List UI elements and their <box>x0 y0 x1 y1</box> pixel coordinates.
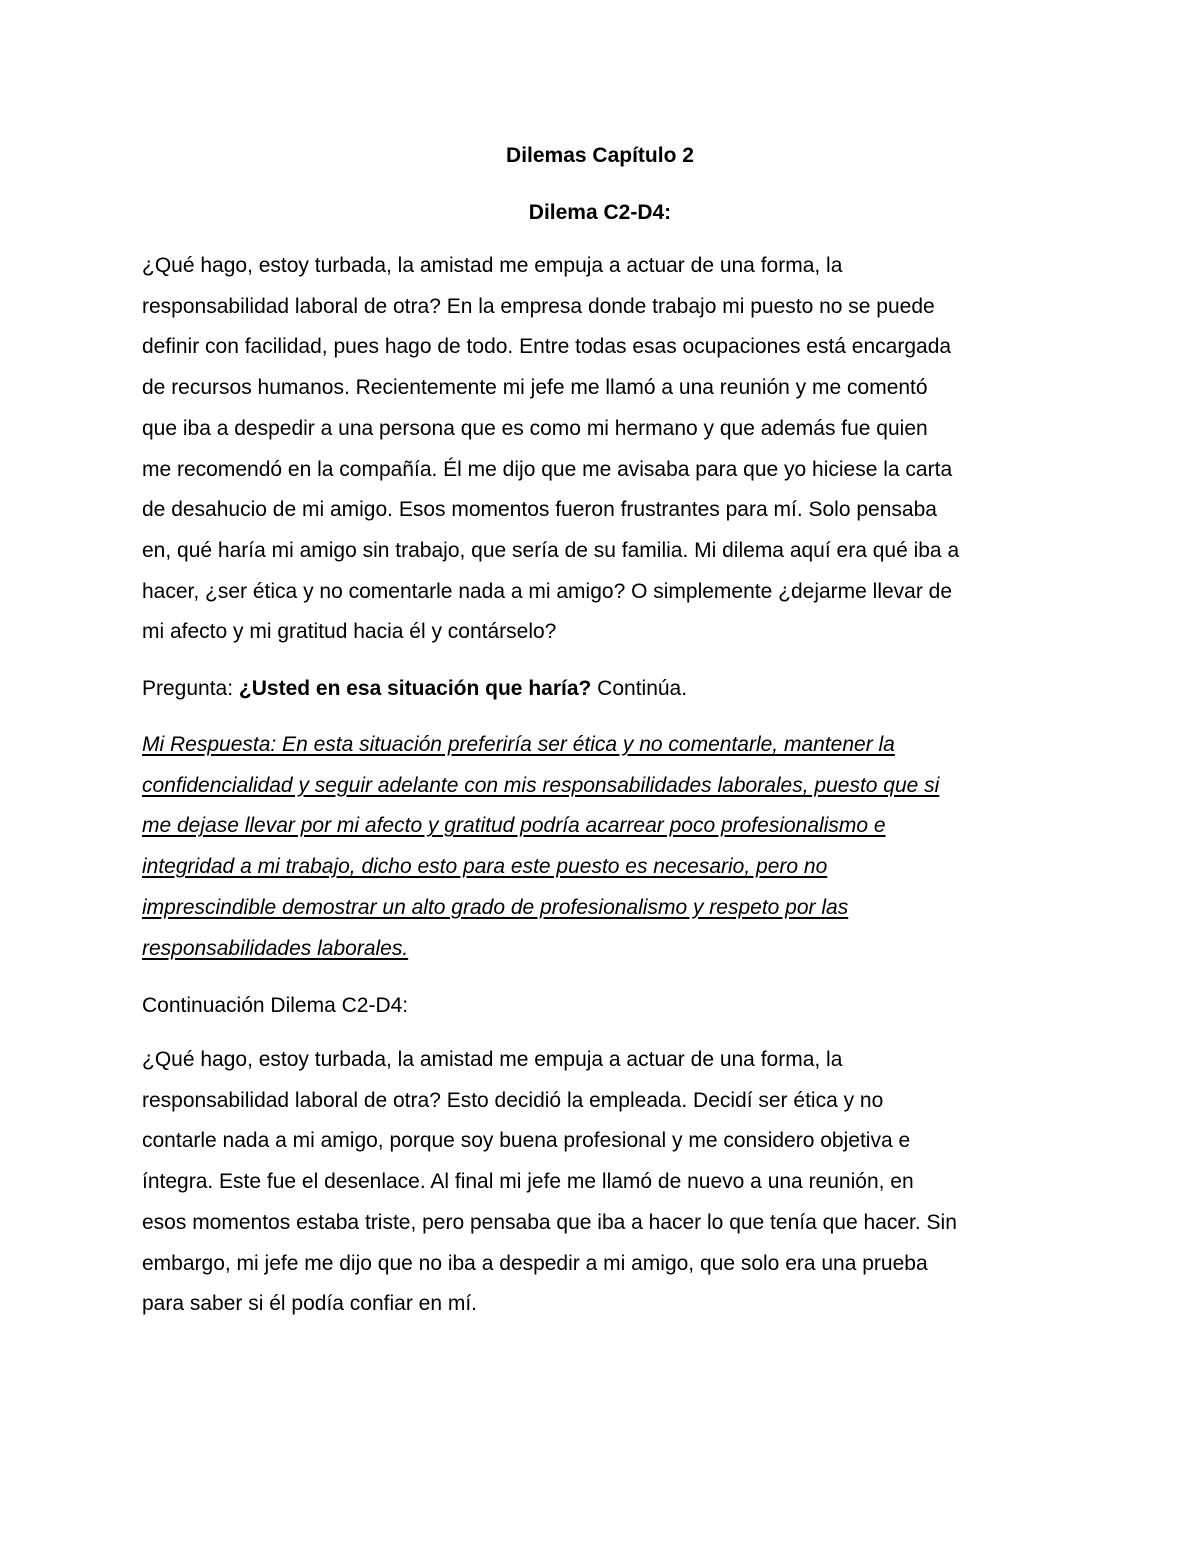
question-suffix: Continúa. <box>591 677 688 700</box>
question-text: ¿Usted en esa situación que haría? <box>238 677 592 700</box>
continuation-label: Continuación Dilema C2-D4: <box>142 994 409 1017</box>
intro-paragraph <box>142 246 1062 653</box>
text-line: esos momentos estaba triste, pero pensaba que iba a hacer lo que tenía que hacer. Sin <box>142 1210 957 1234</box>
text-line: ¿Qué hago, estoy turbada, la amistad me empuja a actuar de una forma, la <box>142 1048 843 1071</box>
question-paragraph <box>142 669 1062 710</box>
answer-paragraph <box>142 725 1062 969</box>
answer-line: Mi Respuesta: En esta situación preferiría ser ética y no comentarle, mantener la <box>142 733 895 756</box>
text-line: embargo, mi jefe me dijo que no iba a despedir a mi amigo, que solo era una prueba <box>142 1251 928 1275</box>
text-line: íntegra. Este fue el desenlace. Al final mi jefe me llamó de nuevo a una reunión, en <box>142 1170 914 1194</box>
text-line: que iba a despedir a una persona que es como mi hermano y que además fue quien <box>142 416 928 440</box>
text-line: ¿Qué hago, estoy turbada, la amistad me empuja a actuar de una forma, la <box>142 254 843 277</box>
text-line: responsabilidad laboral de otra? Esto decidió la empleada. Decidí ser ética y no <box>142 1088 884 1112</box>
answer-line: imprescindible demostrar un alto grado de profesionalismo y respeto por las <box>142 895 849 919</box>
document-title: Dilemas Capítulo 2 <box>506 144 694 167</box>
text-line: en, qué haría mi amigo sin trabajo, que sería de su familia. Mi dilema aquí era qué iba a <box>142 538 960 562</box>
text-line: de desahucio de mi amigo. Esos momentos fueron frustrantes para mí. Solo pensaba <box>142 498 937 522</box>
answer-line: confidencialidad y seguir adelante con mis responsabilidades laborales, puesto que si <box>142 773 940 797</box>
text-line: me recomendó en la compañía. Él me dijo que me avisaba para que yo hiciese la carta <box>142 457 953 481</box>
dilemma-heading: Dilema C2-D4: <box>528 201 672 224</box>
text-line: mi afecto y mi gratitud hacia él y contárselo? <box>142 620 557 644</box>
text-line: definir con facilidad, pues hago de todo. Entre todas esas ocupaciones está encargada <box>142 335 952 359</box>
answer-line: integridad a mi trabajo, dicho esto para este puesto es necesario, pero no <box>142 855 828 879</box>
answer-line: me dejase llevar por mi afecto y gratitud podría acarrear poco profesionalismo e <box>142 814 886 838</box>
text-line: responsabilidad laboral de otra? En la empresa donde trabajo mi puesto no se puede <box>142 294 935 318</box>
text-line: contarle nada a mi amigo, porque soy buena profesional y me considero objetiva e <box>142 1129 911 1153</box>
continuation-paragraph <box>142 1040 1062 1325</box>
question-label: Pregunta: <box>142 677 239 700</box>
answer-line: responsabilidades laborales. <box>142 936 409 960</box>
text-line: hacer, ¿ser ética y no comentarle nada a mi amigo? O simplemente ¿dejarme llevar de <box>142 579 953 603</box>
text-line: de recursos humanos. Recientemente mi jefe me llamó a una reunión y me comentó <box>142 376 928 400</box>
text-line: para saber si él podía confiar en mí. <box>142 1292 478 1316</box>
